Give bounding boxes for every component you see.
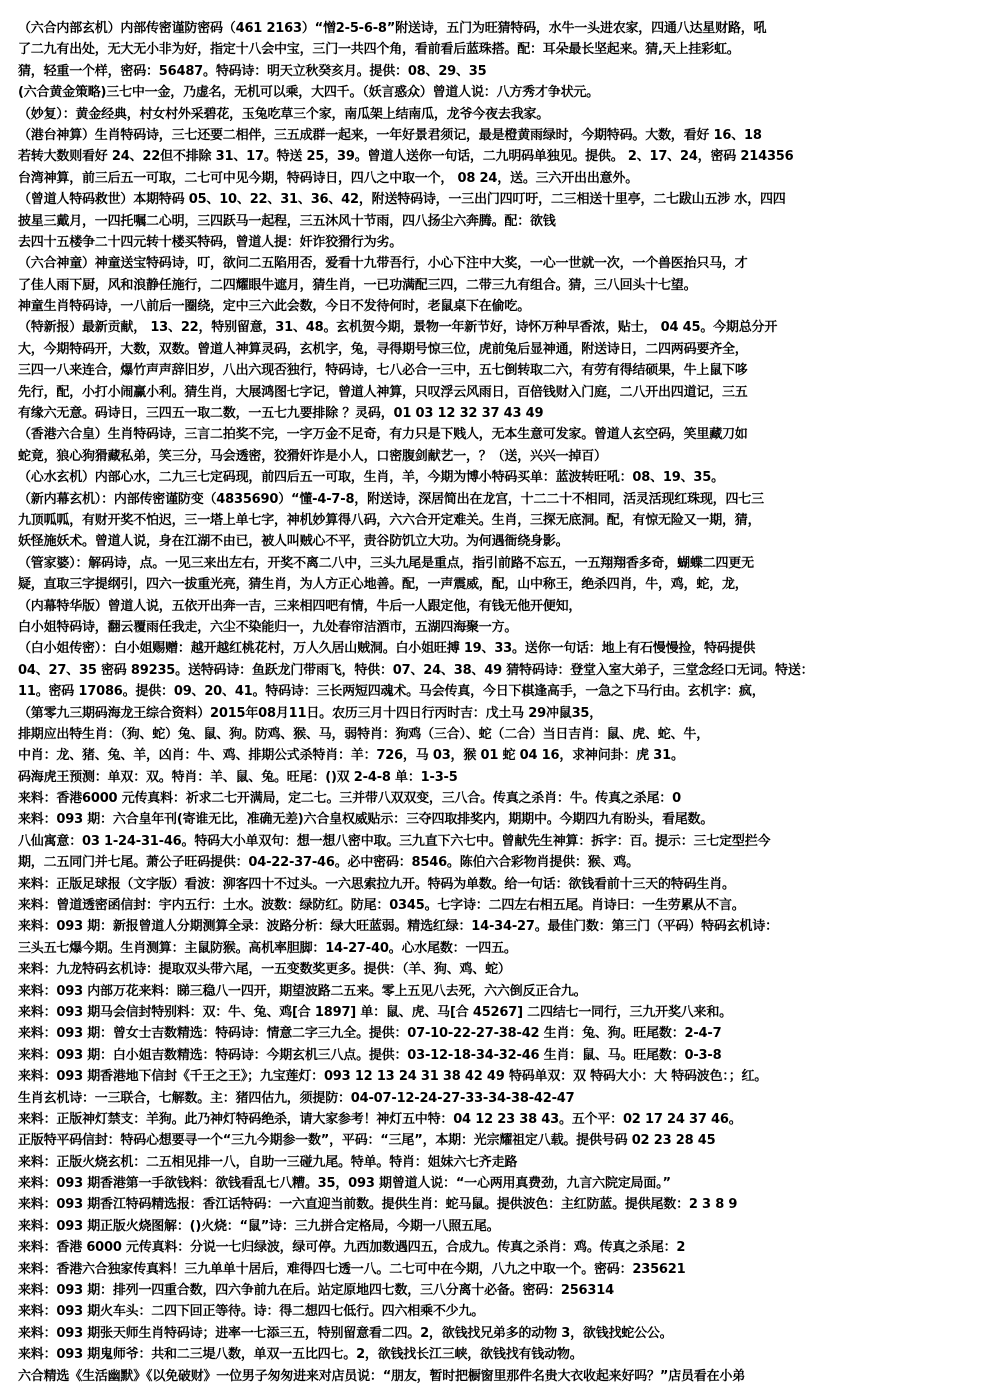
text-line: 中肖：龙、猪、兔、羊，凶肖：牛、鸡、排期公式杀特肖：羊：726，马 03，猴 01 蛇 04 16，求神问卦：虎 31。 bbox=[18, 748, 684, 764]
text-line: 白小姐特码诗，翻云覆雨任我走，六尘不染能归一，九处春帘洁酒市，五湖四海聚一方。 bbox=[18, 619, 518, 635]
text-line: （心水玄机）内部心水，二九三七定码现，前四后五一可取，生肖，羊，今期为博小特码买单：蓝波转旺吼：08、19、35。 bbox=[18, 470, 724, 486]
text-line: 六合精选《生活幽默》《以免破财》一位男子匆匆进来对店员说：“朋友，暂时把橱窗里那件名贵大衣收起来好吗？”店员看在小弟 bbox=[18, 1368, 745, 1384]
text-line: 来料：093 期鬼师爷：共和二三堤八数，单双一五比四七。2，欲钱找长江三峡，欲钱找有钱动物。 bbox=[18, 1347, 583, 1363]
text-line: 台湾神算，前三后五一可取，二七可中见今期，特码诗日，四八之中取一个， 08 24，送。三六开出出意外。 bbox=[18, 170, 639, 186]
text-line: 大，今期特码开，大数，双数。曾道人神算灵码，玄机字，兔，寻得期号惊三位，虎前兔后显神通，附送诗日，二四两码要齐全， bbox=[18, 341, 748, 357]
text-line: 来料：正版火烧玄机：二五相见排一八，自助一三碰九尾。特单。特肖：姐妹六七齐走路 bbox=[18, 1154, 518, 1170]
text-line: 蛇竟，狼心狗猾藏私弟，笑三分，马会透密，狡猾奸诈是小人，口密腹剑献艺一，？（送，兴兴一掉百） bbox=[18, 448, 607, 464]
text-line: （特新报）最新贡献， 13、22，特别留意，31、48。玄机贺今期，景物一年新节好，诗怀万种早香浓，贴士， 04 45。今期总分开 bbox=[18, 320, 778, 336]
text-line: （六合内部玄机）内部传密谨防密码（461 2163）“憎2-5-6-8”附送诗，五门为旺猜特码，水牛一头进农家，四通八达星财路，吼 bbox=[18, 21, 767, 36]
text-line: 来料：正版神灯禁支：羊狗。此乃神灯特码绝杀，请大家参考！神灯五中特：04 12 23 38 43。五个平：02 17 24 37 46。 bbox=[18, 1111, 742, 1127]
text-line: 期，二五同门并七尾。萧公子旺码提供：04-22-37-46。必中密码：8546。陈伯六合彩物肖提供：猴、鸡。 bbox=[18, 855, 639, 871]
text-line: 有缘六无意。码诗日，三四五一取二数，一五七九要排除 ？灵码，01 03 12 32 37 43 49 bbox=[18, 406, 544, 422]
text-line: 来料：正版足球报（文字版）看波：泖客四十不过头。一六思索拉九开。特码为单数。给一句话：欲钱看前十三天的特码生肖。 bbox=[18, 876, 735, 892]
text-line: （妙复）：黄金经典，村女村外采碧花，玉兔吃草三个家，南瓜架上结南瓜，龙爷今夜去我家。 bbox=[18, 106, 550, 122]
text-line: （香港六合皇）生肖特码诗，三言二拍奖不完，一字万金不足奇，有力只是下贱人，无本生意可发家。曾道人玄空码，笑里藏刀如 bbox=[18, 427, 748, 443]
text-line: （六合神童）神童送宝特码诗，叮，欲问二五陷用否，爱看十九带吾行，小心下注中大奖，一心一世就一次，一个兽医抬只马，才 bbox=[18, 256, 748, 272]
text-line: 去四十五楼争二十四元转十楼买特码，曾道人提：奸诈狡猾行为劣。 bbox=[18, 234, 403, 250]
text-line: 神童生肖特码诗，一八前后一圈绕，定中三六此会数，今日不发待何时，老鼠桌下在偷吃。 bbox=[18, 299, 531, 315]
text-line: 来料：093 期火车头：二四下回正等待。诗：得二想四七低行。四六相乘不少九。 bbox=[18, 1304, 485, 1320]
text-line: （第零九三期码海龙王综合资料）2015年08月11日。农历三月十四日行丙时吉：戊土马 29冲鼠35， bbox=[18, 705, 603, 721]
text-line: 九顶呱呱，有财开奖不怕迟，三一塔上单七字，神机妙算得八码，六六合开定难关。生肖，三探无底洞。配，有惊无险又一期，猜， bbox=[18, 512, 761, 528]
text-line: （新内幕玄机）：内部传密谨防变（4835690）“懂-4-7-8，附送诗，深居简出在龙宫，十二二十不相同，活灵活现红珠现，四七三 bbox=[18, 491, 764, 507]
text-line: 来料：093 内部万花来料：睇三稳八一四开，期望波路二五来。零上五见八去死，六六倒反正合九。 bbox=[18, 983, 587, 999]
text-line: 来料：093 期正版火烧图解：()火烧：“鼠”诗：三九拼合定格局，今期一八照五尾。 bbox=[18, 1218, 500, 1234]
text-line: 来料：香港6000 元传真料：祈求二七开满局，定二七。三并带八双双变，三八合。传真之杀肖：牛。传真之杀尾：0 bbox=[18, 791, 681, 807]
text-line: 三四一八来连合，爆竹声声辞旧岁，八出六现否独行，特码诗，七八必合一三中，五七倒转取二六，有劳有得结硕果，牛上鼠下哆 bbox=[18, 363, 748, 379]
text-line: 先行，配，小打小闹赢小利。猜生肖，大展鸿图七字记，曾道人神算，只叹浮云风雨日，百倍钱财入门庭，二八开出四道记，三五 bbox=[18, 384, 748, 400]
text-line: （曾道人特码救世）本期特码 05、10、22、31、36、42，附送特码诗，一三出门四叮吁，二三相送十里亭，二七跋山五涉 水，四四 bbox=[18, 192, 786, 208]
text-line: （白小姐传密）：白小姐赐赠：越开越红桃花村，万人久居山贼洞。白小姐旺搏 19、33。送你一句话：地上有石慢慢捡，特码提供 bbox=[18, 641, 756, 657]
text-line: 来料：093 期香港第一手欲钱料：欲钱看乱七八糟。35，093 期曾道人说：“一心两用真费劲，九言六院定局面。” bbox=[18, 1176, 671, 1192]
text-line: 排期应出特生肖：（狗、蛇）兔、鼠、狗。防鸡、猴、马，弱特肖：狗鸡（三合）、蛇（二合）当日吉肖：鼠、虎、蛇、牛， bbox=[18, 726, 710, 742]
text-line: 04、27、35 密码 89235。送特码诗：鱼跃龙门带雨飞，特供：07、24、38、49 猜特码诗：登堂入室大弟子，三堂念经口无词。特送： bbox=[18, 662, 814, 678]
text-line: 妖怪施妖术。曾道人说，身在江湖不由已，被人叫贼心不平，责谷防饥立大功。为何遇衙绕身影。 bbox=[18, 534, 569, 550]
text-line: 生肖玄机诗：一三联合，七解数。主：猪四估九，须提防：04-07-12-24-27-33-34-38-42-47 bbox=[18, 1090, 575, 1106]
text-line: （管家婆）：解码诗，点。一见三来出左右，开奖不离二八中，三头九尾是重点，指引前路不忘五，一五翔翔香多奇，蝴蝶二四更无 bbox=[18, 555, 754, 571]
text-line: 来料：九龙特码玄机诗：提取双头带六尾，一五变数奖更多。提供：（羊、狗、鸡、蛇） bbox=[18, 962, 511, 978]
text-line: 三头五七爆今期。生肖测算：主鼠防猴。高机率胆脚：14-27-40。心水尾数：一四五。 bbox=[18, 940, 517, 956]
text-line: 来料：香港 6000 元传真料：分说一七归绿波，绿可停。九西加数遇四五，合成九。传真之杀肖：鸡。传真之杀尾：2 bbox=[18, 1240, 686, 1256]
text-line: 来料：093 期：六合皇年刊(寄谁无比，准确无差)六合皇权威贴示：三夺四取排奖内，期期中。今期四九有盼头，看尾数。 bbox=[18, 812, 714, 828]
text-line: 疑，直取三字提纲引，四六一拔重光亮，猜生肖，为人方正心地善。配，一声震威，配，山中称王，绝杀四肖，牛，鸡，蛇，龙， bbox=[18, 577, 748, 593]
text-line: 来料：093 期香江特码精选报：香江话特码：一六直迎当前数。提供生肖：蛇马鼠。提供波色：主红防蓝。提供尾数：2 3 8 9 bbox=[18, 1197, 738, 1213]
text-line: 码海虎王预测：单双：双。特肖：羊、鼠、兔。旺尾：()双 2-4-8 单：1-3-5 bbox=[18, 769, 458, 785]
text-line: 来料：093 期张天师生肖特码诗；进率一七添三五，特别留意看二四。2，欲钱找兄弟多的动物 3，欲钱找蛇公公。 bbox=[18, 1325, 673, 1341]
text-line: 来料：093 期：排列一四重合数，四六争前九在后。站定原地四七数，三八分离十必备。密码：256314 bbox=[18, 1283, 614, 1299]
text-line: 来料：曾道透密函信封：宇内五行：土水。波数：绿防红。防尾：0345。七字诗：二四左右相五尾。肖诗曰：一生劳累从不言。 bbox=[18, 898, 745, 914]
text-line: 正版特平码信封：特码心想要寻一个“三九今期参一数”，平码：“三尾”，本期：光宗耀祖定八载。提供号码 02 23 28 45 bbox=[18, 1133, 716, 1149]
text-line: 来料：093 期香港地下信封《千王之王》；九宝莲灯：093 12 13 24 31 38 42 49 特码单双：双 特码大小：大 特码波色：；红。 bbox=[18, 1069, 768, 1085]
text-line: 披星三戴月，一四托嘱二心明，三四跃马一起程，三五沐风十节雨，四八扬尘六奔腾。配：欲钱 bbox=[18, 213, 556, 229]
text-line: 猜，轻重一个样，密码：56487。特码诗：明天立秋癸亥月。提供：08、29、35 bbox=[18, 63, 487, 79]
text-line: 了二九有出处，无大无小非为好，指定十八会中宝，三门一共四个角，看前看后蓝珠搭。配：耳朵最长坚起来。猜,天上挂彩虹。 bbox=[18, 42, 740, 58]
text-line: 了佳人雨下厨，风和浪静任施行，二四耀眼牛遮月，猜生肖，一已功满配三四，二带三九有组合。猜，三八回头十七望。 bbox=[18, 277, 697, 293]
text-line: 来料：093 期：白小姐吉数精选：特码诗：今期玄机三八点。提供：03-12-18-34-32-46 生肖：鼠、马。旺尾数：0-3-8 bbox=[18, 1047, 722, 1063]
text-line: 来料：093 期：曾女士吉数精选：特码诗：情意二字三九全。提供：07-10-22-27-38-42 生肖：兔、狗。旺尾数：2-4-7 bbox=[18, 1026, 722, 1042]
text-line: 来料：093 期：新报曾道人分期测算全录：波路分析：绿大旺蓝弱。精选红绿：14-34-27。最佳门数：第三门（平码）特码玄机诗： bbox=[18, 919, 778, 935]
text-line: 11。密码 17086。提供：09、20、41。特码诗：三长两短四魂术。马会传真，今日下棋逢高手，一急之下马行由。玄机字：疯， bbox=[18, 684, 765, 700]
text-line: 八仙寓意：03 1-24-31-46。特码大小单双句：想一想八密中取。三九直下六七中。曾献先生神算：拆字：百。提示：三七定型拦今 bbox=[18, 833, 771, 849]
text-line: （港台神算）生肖特码诗，三七还要二相伴，三五成群一起来，一年好景君须记，最是橙黄雨绿时，今期特码。大数，看好 16、18 bbox=[18, 127, 762, 143]
text-line: 来料：香港六合独家传真料！三九单单十居后，难得四七透一八。二七可中在今期，八九之中取一个。密码：235621 bbox=[18, 1261, 686, 1277]
text-line: 若转大数则看好 24、22但不排除 31、17。特送 25，39。曾道人送你一句话，二九明码单独见。提供。 2、17、24，密码 214356 bbox=[18, 149, 794, 165]
text-line: （内幕特华版）曾道人说，五依开出奔一吉，三来相四吧有情，牛后一人跟定他，有钱无他开便知， bbox=[18, 598, 582, 614]
text-line: 来料：093 期马会信封特别料：双：牛、兔、鸡[合 1897] 单：鼠、虎、马[合 45267] 二四结七一同行，三九开奖八来和。 bbox=[18, 1004, 732, 1020]
text-line: (六合黄金策略)三七中一金，乃虚名，无机可以乘，大四千。（妖言惑众）曾道人说：八方秀才争状元。 bbox=[18, 85, 599, 101]
